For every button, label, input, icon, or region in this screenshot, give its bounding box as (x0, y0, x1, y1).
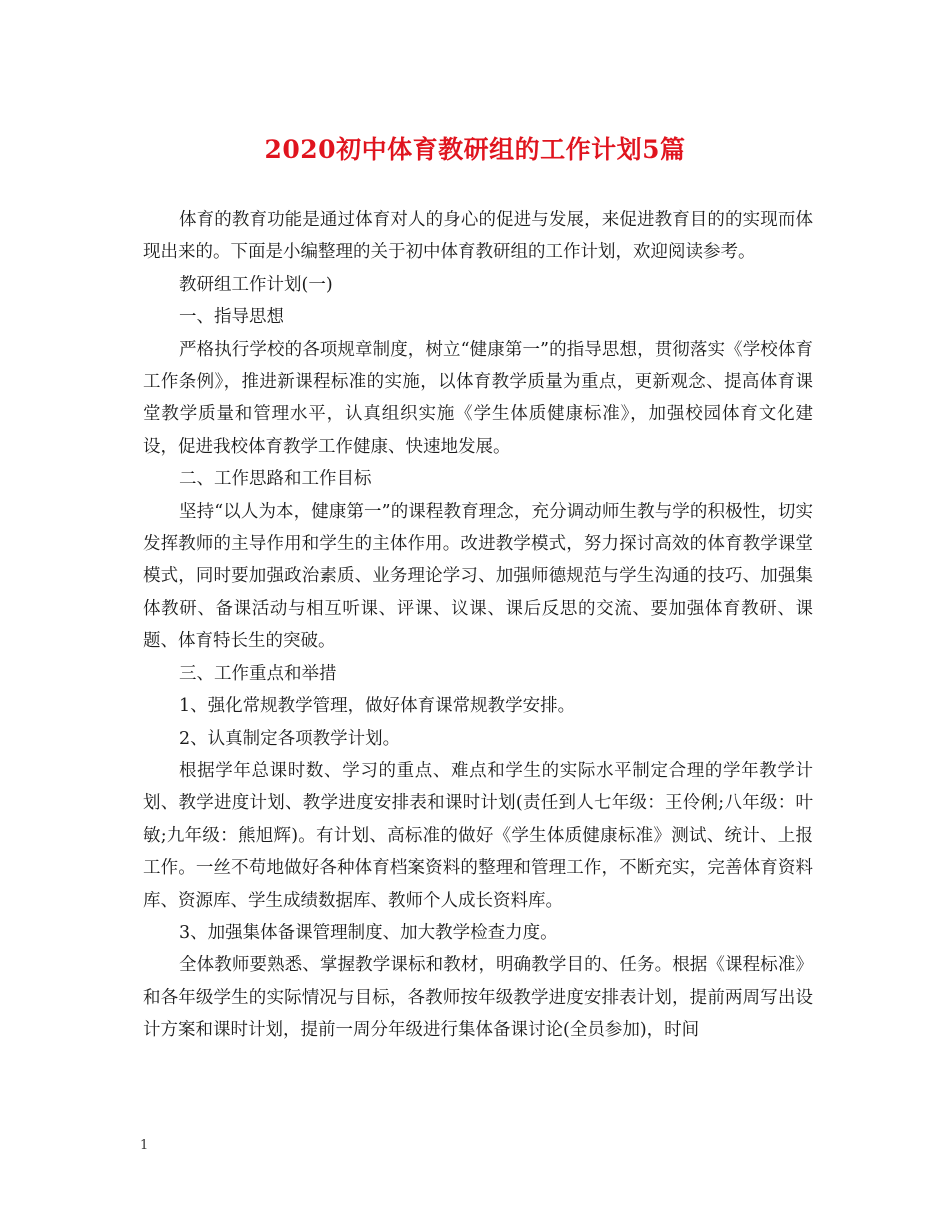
list-item-3: 3、加强集体备课管理制度、加大教学检查力度。 (179, 922, 558, 943)
paragraph-collective-prep: 全体教师要熟悉、掌握教学课标和教材，明确教学目的、任务。根据《课程标准》和各年级学生的实际情况与目标，各教师按年级教学进度安排表计划，提前两周写出设计方案和课时计划，提前一周分年级进行集体备课讨论(全员参加)，时间 (143, 955, 813, 1041)
document-title: 2020初中体育教研组的工作计划5篇 (264, 135, 686, 164)
section-heading-key-measures: 三、工作重点和举措 (179, 663, 337, 684)
page-number: 1 (140, 1138, 149, 1153)
list-item-1: 1、强化常规教学管理，做好体育课常规教学安排。 (179, 696, 576, 717)
paragraph-guiding-thought: 严格执行学校的各项规章制度，树立“健康第一”的指导思想，贯彻落实《学校体育工作条例》，推进新课程标准的实施，以体育教学质量为重点，更新观念、提高体育课堂教学质量和管理水平，认真组织实施《学生体质健康标准》，加强校园体育文化建设，促进我校体育教学工作健康、快速地发展。 (143, 339, 813, 457)
section-heading-guiding-thought: 一、指导思想 (179, 307, 284, 328)
paragraph-work-goals: 坚持“以人为本，健康第一”的课程教育理念，充分调动师生教与学的积极性，切实发挥教师的主导作用和学生的主体作用。改进教学模式，努力探讨高效的体育教学课堂模式，同时要加强政治素质、业务理论学习、加强师德规范与学生沟通的技巧、加强集体教研、备课活动与相互听课、评课、议课、课后反思的交流、要加强体育教研、课题、体育特长生的突破。 (143, 501, 813, 652)
list-item-2: 2、认真制定各项教学计划。 (179, 728, 401, 749)
section-heading-work-goals: 二、工作思路和工作目标 (179, 469, 372, 490)
paragraph-teaching-plans: 根据学年总课时数、学习的重点、难点和学生的实际水平制定合理的学年教学计划、教学进度计划、教学进度安排表和课时计划(责任到人七年级：王伶俐;八年级：叶敏;九年级：熊旭辉)。有计划、高标准的做好《学生体质健康标准》测试、统计、上报工作。一丝不苟地做好各种体育档案资料的整理和管理工作，不断充实，完善体育资料库、资源库、学生成绩数据库、教师个人成长资料库。 (143, 760, 813, 911)
paragraph-intro: 体育的教育功能是通过体育对人的身心的促进与发展，来促进教育目的的实现而体现出来的。下面是小编整理的关于初中体育教研组的工作计划，欢迎阅读参考。 (143, 210, 813, 263)
document-body (143, 204, 813, 1047)
section-heading-plan-one: 教研组工作计划(一) (179, 274, 333, 295)
